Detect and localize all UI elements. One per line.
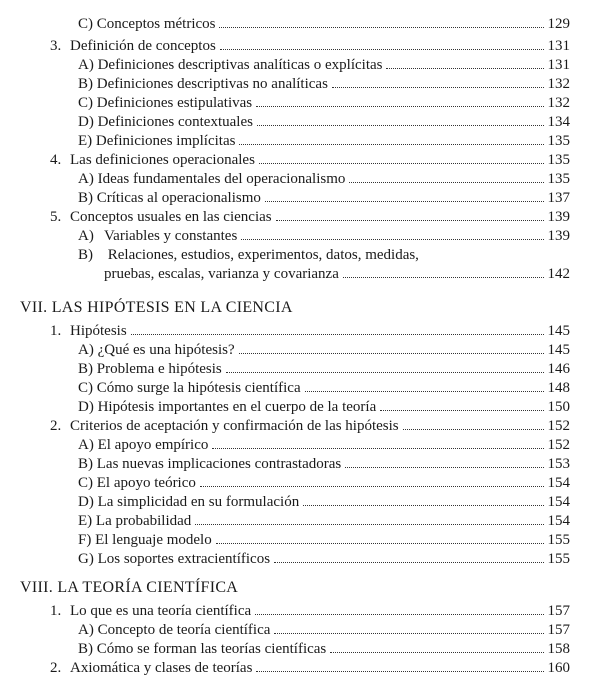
toc-entry	[78, 531, 570, 549]
entry-text: D) Hipótesis importantes en el cuerpo de la teoría	[78, 399, 377, 415]
entry-letter: B)	[78, 247, 93, 263]
entry-page: 142	[547, 266, 570, 282]
leader-dots	[219, 15, 543, 28]
toc-entry	[50, 151, 570, 169]
toc-entry	[78, 474, 570, 492]
toc-entry	[50, 208, 570, 226]
entry-text: Hipótesis	[70, 323, 127, 339]
toc-entry	[78, 75, 570, 93]
entry-page: 157	[547, 622, 570, 638]
entry-page: 145	[547, 323, 570, 339]
entry-page: 145	[547, 342, 570, 358]
leader-dots	[274, 621, 543, 634]
entry-text: Variables y constantes	[104, 228, 238, 244]
toc-entry	[78, 132, 570, 150]
entry-text: A) ¿Qué es una hipótesis?	[78, 342, 235, 358]
entry-page: 150	[547, 399, 570, 415]
entry-page: 135	[547, 133, 570, 149]
leader-dots	[332, 75, 544, 88]
leader-dots	[239, 341, 544, 354]
toc-entry	[50, 37, 570, 55]
entry-text: B) Cómo se forman las teorías científicas	[78, 641, 327, 657]
leader-dots	[349, 170, 543, 183]
entry-number: 2.	[50, 660, 62, 676]
toc-entry	[78, 360, 570, 378]
leader-dots	[259, 151, 544, 164]
leader-dots	[345, 455, 543, 468]
leader-dots	[276, 208, 544, 221]
entry-text: Conceptos usuales en las ciencias	[70, 209, 272, 225]
toc-entry	[78, 398, 570, 416]
leader-dots	[216, 531, 544, 544]
entry-text: Axiomática y clases de teorías	[70, 660, 253, 676]
entry-text: pruebas, escalas, varianza y covarianza	[104, 266, 339, 282]
entry-number: 2.	[50, 418, 62, 434]
entry-text: G) Los soportes extracientíficos	[78, 551, 271, 567]
entry-number: 1.	[50, 603, 62, 619]
entry-text: C) Cómo surge la hipótesis científica	[78, 380, 301, 396]
entry-page: 132	[547, 95, 570, 111]
entry-text: C) Conceptos métricos	[78, 16, 216, 32]
entry-page: 131	[547, 38, 570, 54]
chapter-heading: VIII. LA TEORÍA CIENTÍFICA	[20, 579, 239, 596]
entry-text: A) Definiciones descriptivas analíticas o explícitas	[78, 57, 383, 73]
leader-dots	[343, 265, 544, 278]
entry-page: 131	[547, 57, 570, 73]
entry-page: 154	[547, 513, 570, 529]
entry-text: B) Problema e hipótesis	[78, 361, 222, 377]
toc-entry	[78, 379, 570, 397]
entry-text: A) Ideas fundamentales del operacionalismo	[78, 171, 346, 187]
entry-page: 135	[547, 171, 570, 187]
entry-text: B) Definiciones descriptivas no analíticas	[78, 76, 328, 92]
entry-page: 137	[547, 190, 570, 206]
entry-text: C) Definiciones estipulativas	[78, 95, 253, 111]
entry-page: 139	[547, 228, 570, 244]
toc-entry	[50, 659, 570, 677]
leader-dots	[257, 113, 544, 126]
toc-entry	[78, 227, 570, 245]
entry-page: 152	[547, 418, 570, 434]
entry-page: 132	[547, 76, 570, 92]
toc-entry	[50, 602, 570, 620]
toc-entry	[78, 640, 570, 658]
entry-text: C) El apoyo teórico	[78, 475, 196, 491]
toc-entry	[78, 189, 570, 207]
entry-number: 4.	[50, 152, 62, 168]
toc-entry	[78, 170, 570, 188]
leader-dots	[226, 360, 544, 373]
leader-dots	[195, 512, 543, 525]
entry-number: 1.	[50, 323, 62, 339]
entry-text: D) La simplicidad en su formulación	[78, 494, 300, 510]
entry-text: Definición de conceptos	[70, 38, 216, 54]
leader-dots	[330, 640, 543, 653]
leader-dots	[403, 417, 544, 430]
leader-dots	[303, 493, 543, 506]
toc-entry	[78, 15, 570, 33]
leader-dots	[220, 37, 544, 50]
entry-page: 146	[547, 361, 570, 377]
toc-entry	[78, 246, 419, 264]
leader-dots	[274, 550, 543, 563]
toc-entry	[78, 621, 570, 639]
entry-page: 154	[547, 494, 570, 510]
entry-page: 157	[547, 603, 570, 619]
leader-dots	[256, 659, 543, 672]
leader-dots	[212, 436, 543, 449]
entry-page: 129	[547, 16, 570, 32]
leader-dots	[265, 189, 544, 202]
entry-text: Lo que es una teoría científica	[70, 603, 252, 619]
entry-page: 155	[547, 532, 570, 548]
entry-number: 5.	[50, 209, 62, 225]
entry-page: 135	[547, 152, 570, 168]
entry-page: 153	[547, 456, 570, 472]
entry-text: A) El apoyo empírico	[78, 437, 209, 453]
toc-entry	[78, 436, 570, 454]
entry-text: A) Concepto de teoría científica	[78, 622, 271, 638]
entry-page: 158	[547, 641, 570, 657]
leader-dots	[255, 602, 543, 615]
toc-entry	[78, 493, 570, 511]
entry-page: 134	[547, 114, 570, 130]
leader-dots	[305, 379, 544, 392]
entry-page: 160	[547, 660, 570, 676]
entry-text: Relaciones, estudios, experimentos, datos, medidas,	[107, 247, 419, 263]
entry-text: E) Definiciones implícitas	[78, 133, 236, 149]
leader-dots	[241, 227, 543, 240]
toc-entry	[78, 56, 570, 74]
leader-dots	[200, 474, 544, 487]
entry-text: B) Críticas al operacionalismo	[78, 190, 261, 206]
toc-entry	[50, 322, 570, 340]
entry-text: E) La probabilidad	[78, 513, 192, 529]
leader-dots	[131, 322, 544, 335]
toc-entry	[78, 341, 570, 359]
toc-entry	[50, 417, 570, 435]
entry-text: Criterios de aceptación y confirmación de las hipótesis	[70, 418, 399, 434]
entry-page: 154	[547, 475, 570, 491]
leader-dots	[256, 94, 543, 107]
entry-text: F) El lenguaje modelo	[78, 532, 212, 548]
toc-entry	[78, 113, 570, 131]
entry-number: 3.	[50, 38, 62, 54]
entry-letter: A)	[78, 228, 94, 244]
entry-page: 152	[547, 437, 570, 453]
entry-page: 139	[547, 209, 570, 225]
toc-entry	[78, 512, 570, 530]
toc-entry	[78, 94, 570, 112]
toc-entry	[78, 550, 570, 568]
entry-text: B) Las nuevas implicaciones contrastadoras	[78, 456, 342, 472]
chapter-heading: VII. LAS HIPÓTESIS EN LA CIENCIA	[20, 299, 293, 316]
leader-dots	[380, 398, 543, 411]
entry-text: Las definiciones operacionales	[70, 152, 255, 168]
toc-entry	[104, 265, 570, 283]
toc-entry	[78, 455, 570, 473]
leader-dots	[386, 56, 543, 69]
leader-dots	[239, 132, 543, 145]
entry-page: 155	[547, 551, 570, 567]
entry-text: D) Definiciones contextuales	[78, 114, 253, 130]
entry-page: 148	[547, 380, 570, 396]
